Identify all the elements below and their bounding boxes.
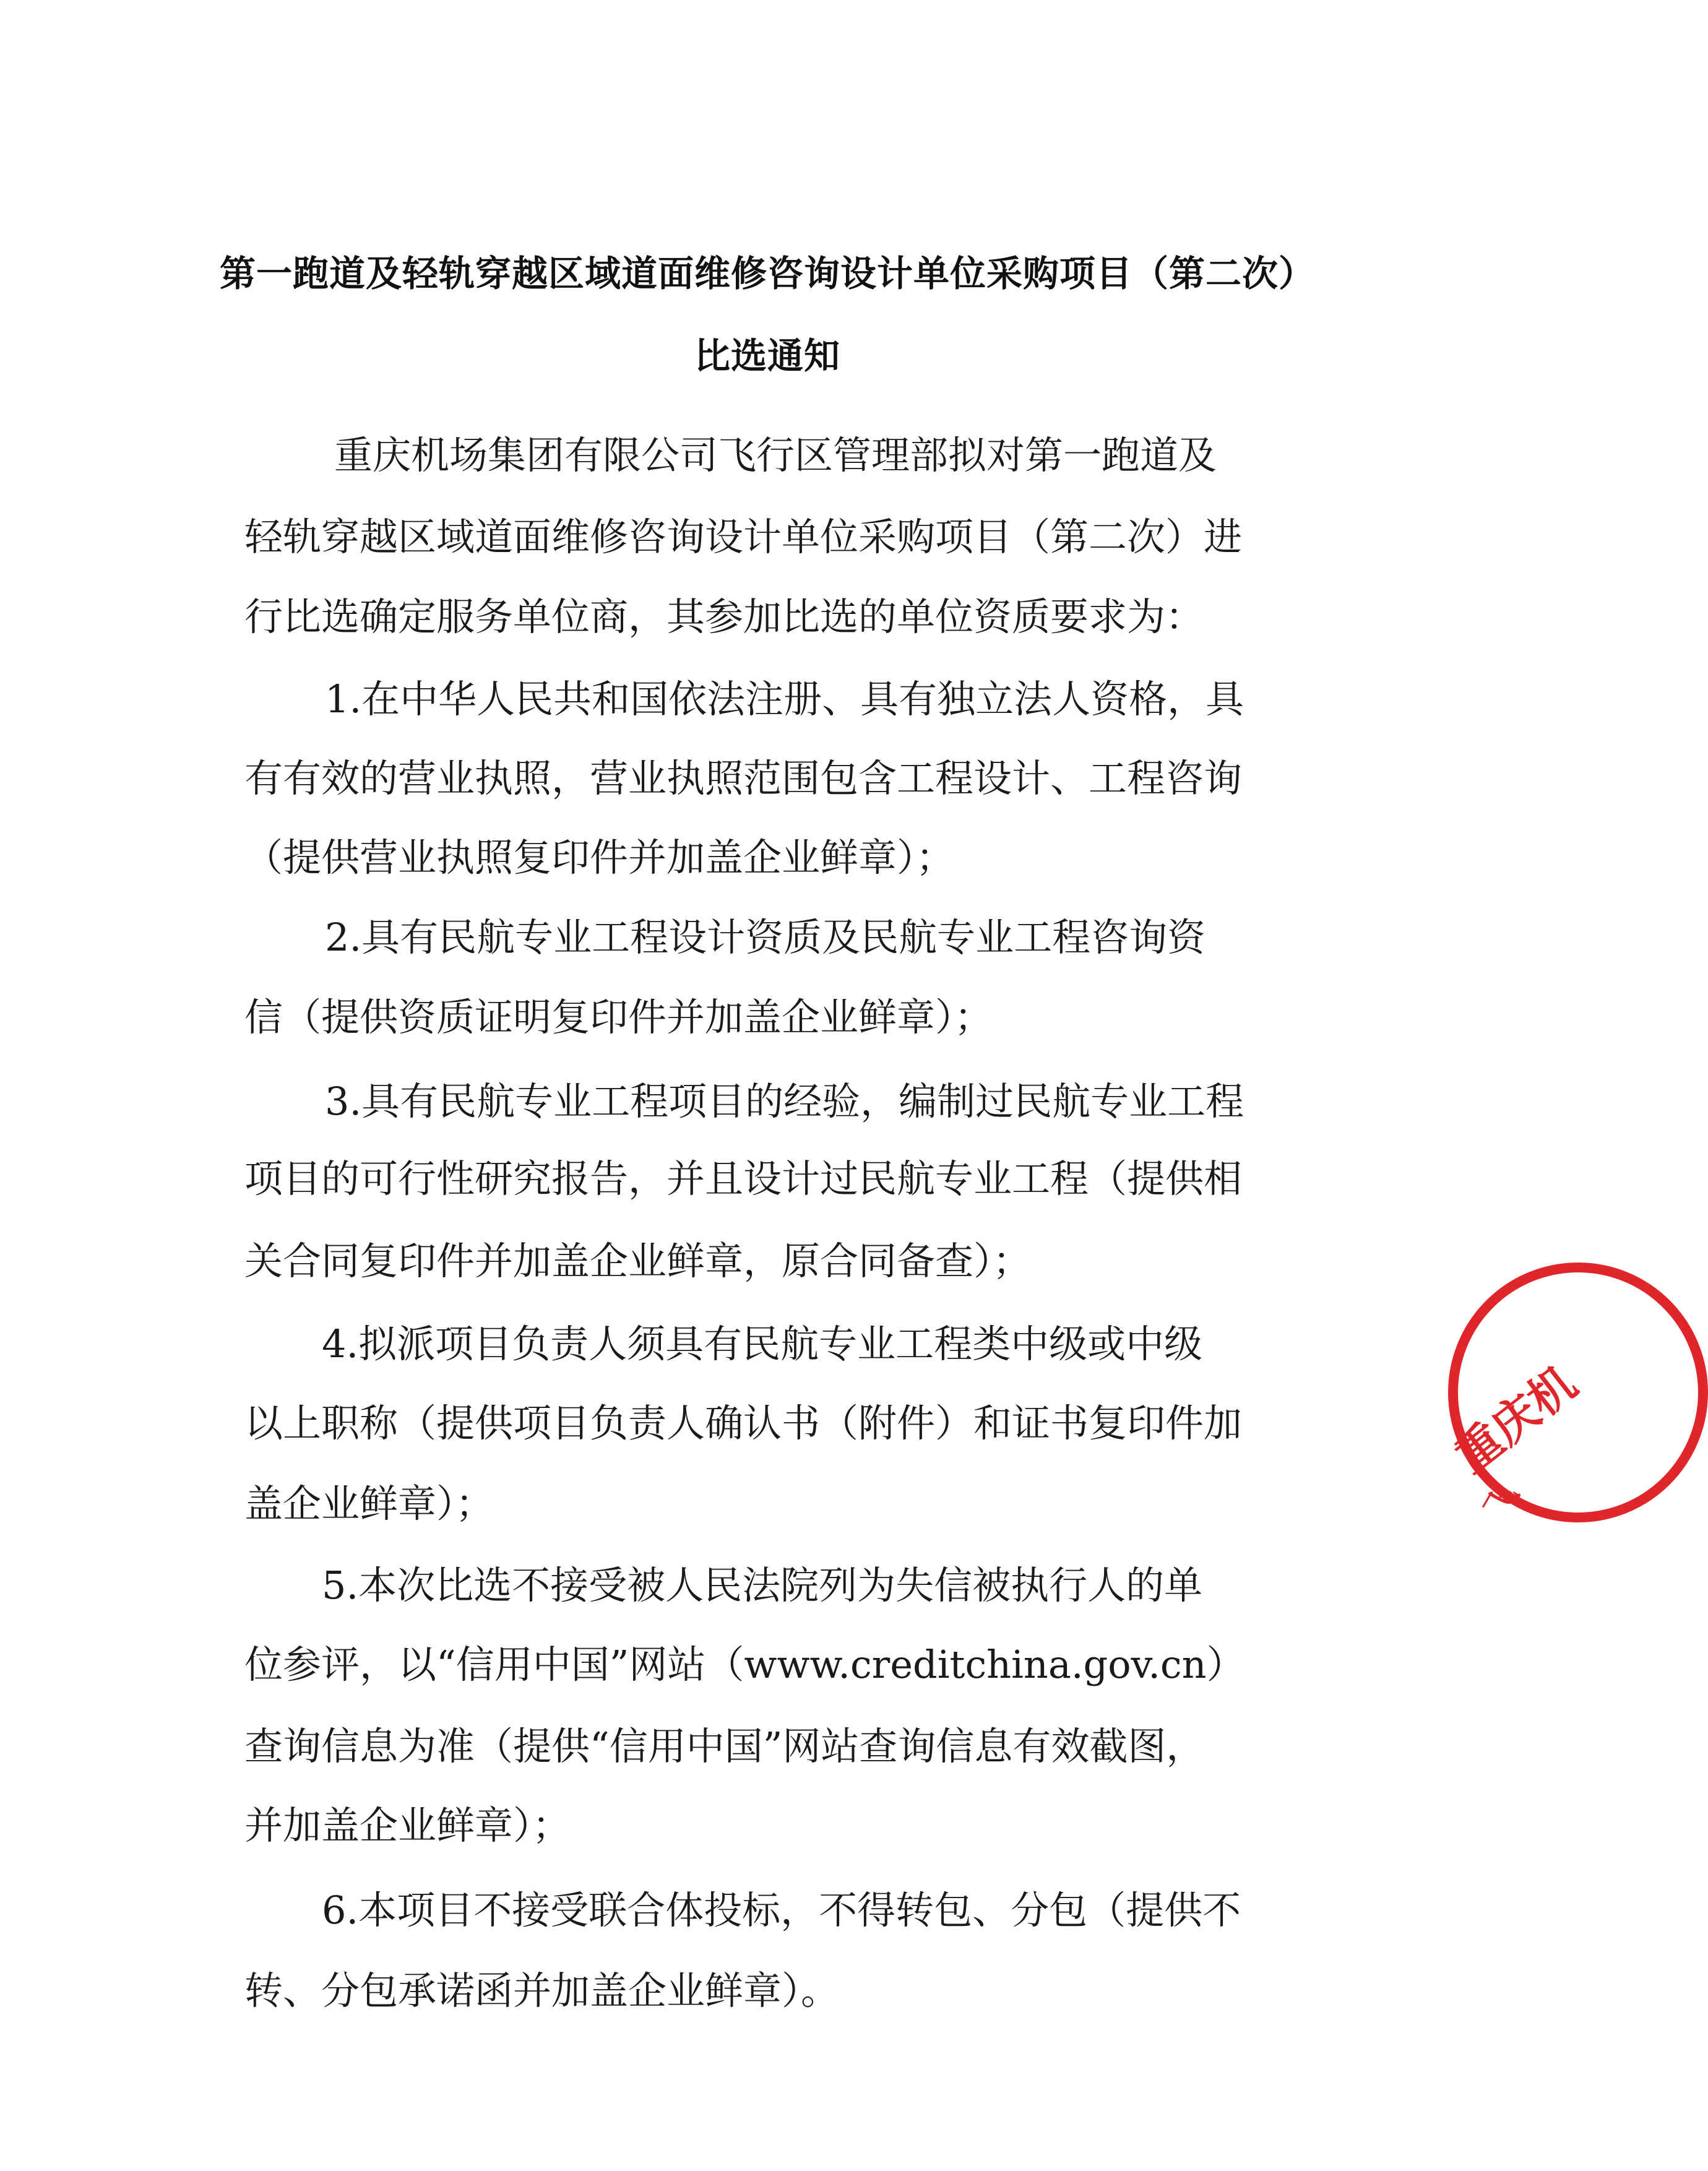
body-line: 并加盖企业鲜章）； <box>244 1803 571 1848</box>
body-line: 行比选确定服务单位商，其参加比选的单位资质要求为： <box>244 594 1204 639</box>
company-seal <box>1445 1262 1708 1525</box>
document-title-line-1: 第一跑道及轻轨穿越区域道面维修咨询设计单位采购项目（第二次） <box>219 252 1315 295</box>
body-line: 轻轨穿越区域道面维修咨询设计单位采购项目（第二次）进 <box>244 514 1243 559</box>
body-line: 5.本次比选不接受被人民法院列为失信被执行人的单 <box>322 1563 1203 1608</box>
body-line: 信（提供资质证明复印件并加盖企业鲜章）； <box>244 995 993 1040</box>
body-line: （提供营业执照复印件并加盖企业鲜章）； <box>244 835 955 880</box>
body-line: 查询信息为准（提供“信用中国”网站查询信息有效截图， <box>244 1724 1205 1769</box>
body-line: 以上职称（提供项目负责人确认书（附件）和证书复印件加 <box>244 1401 1243 1446</box>
body-line: 转、分包承诺函并加盖企业鲜章）。 <box>244 1968 840 2013</box>
company-seal-text: 重庆机 <box>1445 1356 1587 1483</box>
body-line: 3.具有民航专业工程项目的经验，编制过民航专业工程 <box>325 1079 1244 1124</box>
body-line: 关合同复印件并加盖企业鲜章，原合同备查）； <box>244 1238 1032 1284</box>
body-line: 6.本项目不接受联合体投标，不得转包、分包（提供不 <box>322 1888 1241 1933</box>
document-title-line-2: 比选通知 <box>694 335 840 377</box>
body-line: 重庆机场集团有限公司飞行区管理部拟对第一跑道及 <box>334 433 1217 478</box>
body-line: 2.具有民航专业工程设计资质及民航专业工程咨询资 <box>325 915 1206 960</box>
body-line: 1.在中华人民共和国依法注册、具有独立法人资格，具 <box>325 676 1244 722</box>
company-seal-text-2: 飞 <box>1477 1478 1526 1525</box>
body-line: 有有效的营业执照，营业执照范围包含工程设计、工程咨询 <box>244 756 1243 801</box>
body-line: 位参评，以“信用中国”网站（www.creditchina.gov.cn） <box>244 1642 1245 1687</box>
body-line: 项目的可行性研究报告，并且设计过民航专业工程（提供相 <box>244 1156 1243 1201</box>
body-line: 4.拟派项目负责人须具有民航专业工程类中级或中级 <box>322 1321 1203 1366</box>
body-line: 盖企业鲜章）； <box>244 1481 494 1526</box>
